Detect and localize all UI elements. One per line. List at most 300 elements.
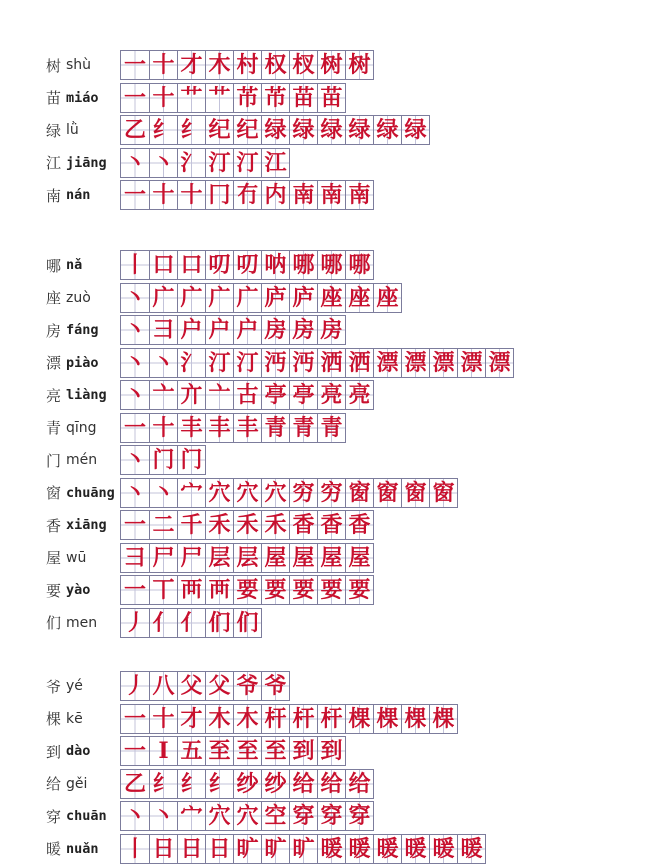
stroke-step-cell: 亭 bbox=[261, 381, 289, 409]
stroke-step-cell: 亻 bbox=[149, 609, 177, 637]
character-label bbox=[46, 348, 99, 378]
stroke-step-cell: 纟 bbox=[177, 116, 205, 144]
stroke-step-cell: 要 bbox=[261, 576, 289, 604]
stroke-step-cell: 广 bbox=[233, 284, 261, 312]
hanzi-char: 哪 bbox=[46, 256, 62, 275]
stroke-step-cell: 尸 bbox=[149, 544, 177, 572]
stroke-step-cell: 丶 bbox=[149, 479, 177, 507]
character-label bbox=[46, 510, 107, 540]
stroke-step-cell: 丶 bbox=[149, 349, 177, 377]
stroke-step-cell: 棵 bbox=[401, 705, 429, 733]
stroke-step-cell: 丰 bbox=[177, 414, 205, 442]
stroke-step-cell: 苗 bbox=[289, 84, 317, 112]
stroke-step-cell: 窗 bbox=[345, 479, 373, 507]
stroke-grid bbox=[120, 115, 430, 145]
stroke-step-cell: 杆 bbox=[317, 705, 345, 733]
pinyin: xiāng bbox=[66, 517, 107, 533]
stroke-step-cell: 纟 bbox=[149, 116, 177, 144]
pinyin: lǜ bbox=[66, 122, 79, 138]
pinyin: kē bbox=[66, 710, 83, 727]
stroke-grid bbox=[120, 413, 346, 443]
stroke-grid bbox=[120, 348, 514, 378]
stroke-step-cell: 香 bbox=[289, 511, 317, 539]
stroke-step-cell: 空 bbox=[261, 802, 289, 830]
stroke-step-cell: 汀 bbox=[233, 149, 261, 177]
stroke-step-cell: 要 bbox=[317, 576, 345, 604]
stroke-step-cell: 门 bbox=[177, 446, 205, 474]
stroke-step-cell: 树 bbox=[345, 51, 373, 79]
character-row bbox=[0, 115, 645, 145]
stroke-step-cell: 沔 bbox=[261, 349, 289, 377]
stroke-step-cell: 口 bbox=[149, 251, 177, 279]
pinyin: qīng bbox=[66, 419, 97, 436]
stroke-step-cell: 一 bbox=[121, 51, 149, 79]
pinyin: fáng bbox=[66, 322, 99, 338]
stroke-step-cell: 村 bbox=[233, 51, 261, 79]
stroke-step-cell: 南 bbox=[345, 181, 373, 209]
pinyin: piào bbox=[66, 354, 99, 371]
stroke-step-cell: 一 bbox=[121, 737, 149, 765]
pinyin: nán bbox=[66, 187, 91, 203]
stroke-step-cell: 苗 bbox=[317, 84, 345, 112]
stroke-step-cell: 绿 bbox=[345, 116, 373, 144]
stroke-step-cell: 一 bbox=[121, 414, 149, 442]
stroke-step-cell: 十 bbox=[149, 414, 177, 442]
pinyin: yé bbox=[66, 678, 83, 694]
stroke-step-cell: 哪 bbox=[317, 251, 345, 279]
hanzi-char: 们 bbox=[46, 614, 62, 632]
stroke-step-cell: 到 bbox=[289, 737, 317, 765]
stroke-step-cell: 冇 bbox=[233, 181, 261, 209]
character-label bbox=[46, 575, 90, 605]
stroke-step-cell: 屋 bbox=[261, 544, 289, 572]
stroke-step-cell: 纱 bbox=[261, 770, 289, 798]
stroke-step-cell: 香 bbox=[345, 511, 373, 539]
stroke-grid bbox=[120, 315, 346, 345]
stroke-step-cell: 户 bbox=[205, 316, 233, 344]
pinyin: wū bbox=[66, 549, 87, 566]
character-row bbox=[0, 704, 645, 734]
stroke-step-cell: 才 bbox=[177, 51, 205, 79]
stroke-grid bbox=[120, 180, 374, 210]
stroke-step-cell: 窗 bbox=[429, 479, 457, 507]
stroke-step-cell: 棵 bbox=[345, 705, 373, 733]
stroke-step-cell: 树 bbox=[317, 51, 345, 79]
character-label bbox=[46, 543, 86, 573]
character-row bbox=[0, 671, 645, 701]
stroke-step-cell: 氵 bbox=[177, 149, 205, 177]
pinyin: dào bbox=[66, 743, 91, 759]
pinyin: zuò bbox=[66, 289, 91, 306]
stroke-step-cell: 叨 bbox=[205, 251, 233, 279]
character-row bbox=[0, 478, 645, 508]
stroke-step-cell: 穴 bbox=[205, 479, 233, 507]
character-label bbox=[46, 736, 90, 766]
stroke-step-cell: 千 bbox=[177, 511, 205, 539]
stroke-step-cell: 襾 bbox=[205, 576, 233, 604]
pinyin: chuān bbox=[66, 808, 107, 824]
stroke-step-cell: 江 bbox=[261, 149, 289, 177]
stroke-step-cell: 座 bbox=[373, 284, 401, 312]
stroke-step-cell: 纱 bbox=[233, 770, 261, 798]
stroke-grid bbox=[120, 478, 458, 508]
stroke-grid bbox=[120, 575, 374, 605]
stroke-step-cell: 丶 bbox=[149, 802, 177, 830]
stroke-step-cell: 漂 bbox=[373, 349, 401, 377]
stroke-step-cell: 纟 bbox=[177, 770, 205, 798]
stroke-grid bbox=[120, 445, 206, 475]
stroke-step-cell: 内 bbox=[261, 181, 289, 209]
stroke-step-cell: 父 bbox=[177, 672, 205, 700]
stroke-step-cell: 层 bbox=[205, 544, 233, 572]
stroke-step-cell: 要 bbox=[289, 576, 317, 604]
stroke-step-cell: 丶 bbox=[121, 149, 149, 177]
character-row bbox=[0, 608, 645, 638]
character-label bbox=[46, 83, 99, 113]
character-row bbox=[0, 834, 645, 864]
pinyin: yào bbox=[66, 582, 91, 598]
stroke-step-cell: 穿 bbox=[317, 802, 345, 830]
stroke-step-cell: 亠 bbox=[205, 381, 233, 409]
stroke-step-cell: 漂 bbox=[457, 349, 485, 377]
stroke-step-cell: 暖 bbox=[429, 835, 457, 863]
hanzi-char: 香 bbox=[46, 516, 62, 535]
character-label bbox=[46, 445, 97, 475]
stroke-grid bbox=[120, 801, 374, 831]
stroke-grid bbox=[120, 543, 374, 573]
stroke-step-cell: 房 bbox=[261, 316, 289, 344]
hanzi-char: 树 bbox=[46, 56, 62, 75]
stroke-step-cell: 丅 bbox=[149, 576, 177, 604]
hanzi-char: 给 bbox=[46, 775, 62, 793]
stroke-step-cell: 乙 bbox=[121, 770, 149, 798]
character-label bbox=[46, 50, 91, 80]
stroke-step-cell: 襾 bbox=[177, 576, 205, 604]
stroke-step-cell: 给 bbox=[289, 770, 317, 798]
stroke-step-cell: 纟 bbox=[205, 770, 233, 798]
stroke-step-cell: 座 bbox=[317, 284, 345, 312]
stroke-step-cell: 丿 bbox=[121, 609, 149, 637]
pinyin: shù bbox=[66, 57, 92, 73]
stroke-step-cell: 丰 bbox=[233, 414, 261, 442]
stroke-step-cell: 艹 bbox=[205, 84, 233, 112]
stroke-step-cell: 十 bbox=[177, 181, 205, 209]
stroke-step-cell: 绿 bbox=[373, 116, 401, 144]
stroke-step-cell: 窗 bbox=[401, 479, 429, 507]
stroke-step-cell: 丰 bbox=[205, 414, 233, 442]
character-row bbox=[0, 250, 645, 280]
stroke-grid bbox=[120, 50, 374, 80]
stroke-step-cell: 禾 bbox=[261, 511, 289, 539]
stroke-step-cell: 一 bbox=[121, 511, 149, 539]
hanzi-char: 南 bbox=[46, 186, 62, 205]
stroke-step-cell: 宀 bbox=[177, 479, 205, 507]
stroke-step-cell: 纟 bbox=[149, 770, 177, 798]
stroke-step-cell: 穷 bbox=[317, 479, 345, 507]
stroke-step-cell: 一 bbox=[121, 705, 149, 733]
character-label bbox=[46, 315, 99, 345]
stroke-step-cell: 哪 bbox=[289, 251, 317, 279]
hanzi-char: 暖 bbox=[46, 840, 62, 858]
character-label bbox=[46, 148, 107, 178]
character-label bbox=[46, 834, 99, 864]
stroke-step-cell: 南 bbox=[289, 181, 317, 209]
character-label bbox=[46, 180, 90, 210]
pinyin: gěi bbox=[66, 775, 88, 792]
stroke-step-cell: 一 bbox=[121, 181, 149, 209]
stroke-step-cell: 暖 bbox=[373, 835, 401, 863]
stroke-step-cell: 穴 bbox=[261, 479, 289, 507]
stroke-grid bbox=[120, 736, 346, 766]
hanzi-char: 门 bbox=[46, 451, 62, 470]
stroke-grid bbox=[120, 834, 486, 864]
stroke-step-cell: 门 bbox=[149, 446, 177, 474]
character-row bbox=[0, 283, 645, 313]
hanzi-char: 亮 bbox=[46, 386, 62, 405]
stroke-step-cell: 屋 bbox=[317, 544, 345, 572]
stroke-step-cell: 层 bbox=[233, 544, 261, 572]
stroke-step-cell: 棵 bbox=[373, 705, 401, 733]
character-row bbox=[0, 543, 645, 573]
stroke-step-cell: 暖 bbox=[317, 835, 345, 863]
hanzi-char: 绿 bbox=[46, 121, 62, 140]
stroke-step-cell: 穴 bbox=[233, 802, 261, 830]
stroke-step-cell: 暖 bbox=[457, 835, 485, 863]
hanzi-char: 要 bbox=[46, 581, 62, 600]
stroke-step-cell: 十 bbox=[149, 51, 177, 79]
character-row bbox=[0, 769, 645, 799]
stroke-step-cell: 房 bbox=[317, 316, 345, 344]
character-label bbox=[46, 115, 79, 145]
stroke-step-cell: 旷 bbox=[261, 835, 289, 863]
hanzi-char: 座 bbox=[46, 289, 62, 307]
character-row bbox=[0, 413, 645, 443]
stroke-step-cell: 绿 bbox=[261, 116, 289, 144]
stroke-step-cell: 哪 bbox=[345, 251, 373, 279]
character-row bbox=[0, 445, 645, 475]
stroke-step-cell: 八 bbox=[149, 672, 177, 700]
stroke-step-cell: 杆 bbox=[289, 705, 317, 733]
character-row bbox=[0, 575, 645, 605]
stroke-step-cell: 丶 bbox=[121, 802, 149, 830]
stroke-step-cell: 亮 bbox=[345, 381, 373, 409]
pinyin: liàng bbox=[66, 387, 107, 403]
stroke-step-cell: 冂 bbox=[205, 181, 233, 209]
stroke-step-cell: 丶 bbox=[121, 284, 149, 312]
stroke-step-cell: 父 bbox=[205, 672, 233, 700]
stroke-step-cell: 庐 bbox=[289, 284, 317, 312]
stroke-step-cell: 呐 bbox=[261, 251, 289, 279]
stroke-step-cell: 暖 bbox=[401, 835, 429, 863]
stroke-step-cell: 青 bbox=[317, 414, 345, 442]
stroke-step-cell: 洒 bbox=[345, 349, 373, 377]
character-row bbox=[0, 736, 645, 766]
stroke-grid bbox=[120, 608, 262, 638]
stroke-step-cell: 口 bbox=[177, 251, 205, 279]
stroke-step-cell: 木 bbox=[205, 705, 233, 733]
hanzi-char: 青 bbox=[46, 419, 62, 437]
stroke-step-cell: 二 bbox=[149, 511, 177, 539]
stroke-step-cell: 宀 bbox=[177, 802, 205, 830]
stroke-step-cell: 漂 bbox=[401, 349, 429, 377]
stroke-step-cell: 丶 bbox=[121, 316, 149, 344]
pinyin: men bbox=[66, 614, 98, 631]
hanzi-char: 房 bbox=[46, 321, 62, 340]
stroke-grid bbox=[120, 510, 374, 540]
stroke-step-cell: 丶 bbox=[121, 349, 149, 377]
stroke-step-cell: 爷 bbox=[233, 672, 261, 700]
stroke-step-cell: 广 bbox=[149, 284, 177, 312]
stroke-step-cell: 要 bbox=[233, 576, 261, 604]
stroke-step-cell: 绿 bbox=[401, 116, 429, 144]
stroke-step-cell: 旷 bbox=[289, 835, 317, 863]
character-row bbox=[0, 510, 645, 540]
stroke-step-cell: 绿 bbox=[289, 116, 317, 144]
stroke-grid bbox=[120, 704, 458, 734]
stroke-step-cell: 木 bbox=[233, 705, 261, 733]
character-label bbox=[46, 608, 97, 638]
hanzi-char: 屋 bbox=[46, 549, 62, 567]
stroke-step-cell: 杈 bbox=[289, 51, 317, 79]
stroke-step-cell: 彐 bbox=[149, 316, 177, 344]
pinyin: mén bbox=[66, 452, 98, 468]
stroke-step-cell: 旷 bbox=[233, 835, 261, 863]
stroke-step-cell: 至 bbox=[261, 737, 289, 765]
character-label bbox=[46, 478, 115, 508]
character-label bbox=[46, 704, 83, 734]
stroke-step-cell: 杆 bbox=[261, 705, 289, 733]
stroke-step-cell: 穿 bbox=[345, 802, 373, 830]
stroke-step-cell: 亣 bbox=[177, 381, 205, 409]
stroke-step-cell: 纪 bbox=[233, 116, 261, 144]
character-row bbox=[0, 380, 645, 410]
stroke-step-cell: 座 bbox=[345, 284, 373, 312]
stroke-step-cell: 们 bbox=[233, 609, 261, 637]
stroke-step-cell: 汀 bbox=[205, 349, 233, 377]
character-label bbox=[46, 413, 97, 443]
pinyin: nǎ bbox=[66, 257, 83, 273]
stroke-step-cell: 窗 bbox=[373, 479, 401, 507]
character-row bbox=[0, 180, 645, 210]
character-label bbox=[46, 283, 91, 313]
hanzi-char: 江 bbox=[46, 154, 62, 172]
stroke-step-cell: 亻 bbox=[177, 609, 205, 637]
stroke-grid bbox=[120, 769, 374, 799]
stroke-grid bbox=[120, 148, 290, 178]
hanzi-char: 窗 bbox=[46, 484, 62, 502]
stroke-grid bbox=[120, 380, 374, 410]
stroke-step-cell: 户 bbox=[177, 316, 205, 344]
stroke-step-cell: 至 bbox=[233, 737, 261, 765]
stroke-step-cell: 穴 bbox=[205, 802, 233, 830]
stroke-grid bbox=[120, 671, 290, 701]
character-row bbox=[0, 50, 645, 80]
stroke-step-cell: 日 bbox=[205, 835, 233, 863]
stroke-step-cell: 户 bbox=[233, 316, 261, 344]
stroke-step-cell: 们 bbox=[205, 609, 233, 637]
stroke-step-cell: 穿 bbox=[289, 802, 317, 830]
stroke-step-cell: 艹 bbox=[177, 84, 205, 112]
stroke-step-cell: 广 bbox=[205, 284, 233, 312]
stroke-step-cell: 穴 bbox=[233, 479, 261, 507]
stroke-grid bbox=[120, 250, 374, 280]
stroke-step-cell: 庐 bbox=[261, 284, 289, 312]
character-label bbox=[46, 671, 83, 701]
stroke-step-cell: 亮 bbox=[317, 381, 345, 409]
stroke-step-cell: 屋 bbox=[345, 544, 373, 572]
stroke-step-cell: 木 bbox=[205, 51, 233, 79]
stroke-step-cell: 芇 bbox=[233, 84, 261, 112]
stroke-step-cell: 丨 bbox=[121, 251, 149, 279]
stroke-step-cell: 给 bbox=[317, 770, 345, 798]
stroke-step-cell: 南 bbox=[317, 181, 345, 209]
stroke-step-cell: 彐 bbox=[121, 544, 149, 572]
stroke-step-cell: 权 bbox=[261, 51, 289, 79]
stroke-step-cell: 亭 bbox=[289, 381, 317, 409]
stroke-step-cell: Ⅰ bbox=[149, 737, 177, 765]
stroke-step-cell: 丨 bbox=[121, 835, 149, 863]
stroke-step-cell: 十 bbox=[149, 84, 177, 112]
stroke-step-cell: 汀 bbox=[205, 149, 233, 177]
stroke-step-cell: 爷 bbox=[261, 672, 289, 700]
stroke-step-cell: 汀 bbox=[233, 349, 261, 377]
character-row bbox=[0, 83, 645, 113]
stroke-grid bbox=[120, 83, 346, 113]
stroke-step-cell: 沔 bbox=[289, 349, 317, 377]
stroke-step-cell: 穷 bbox=[289, 479, 317, 507]
stroke-step-cell: 十 bbox=[149, 705, 177, 733]
hanzi-char: 穿 bbox=[46, 807, 62, 826]
hanzi-char: 苗 bbox=[46, 89, 62, 107]
hanzi-char: 棵 bbox=[46, 710, 62, 728]
stroke-step-cell: 棵 bbox=[429, 705, 457, 733]
stroke-step-cell: 叨 bbox=[233, 251, 261, 279]
stroke-grid bbox=[120, 283, 402, 313]
stroke-step-cell: 日 bbox=[149, 835, 177, 863]
stroke-step-cell: 洒 bbox=[317, 349, 345, 377]
stroke-step-cell: 日 bbox=[177, 835, 205, 863]
stroke-step-cell: 禾 bbox=[205, 511, 233, 539]
character-row bbox=[0, 801, 645, 831]
stroke-step-cell: 乙 bbox=[121, 116, 149, 144]
stroke-step-cell: 广 bbox=[177, 284, 205, 312]
stroke-step-cell: 十 bbox=[149, 181, 177, 209]
stroke-step-cell: 至 bbox=[205, 737, 233, 765]
stroke-step-cell: 漂 bbox=[485, 349, 513, 377]
stroke-step-cell: 古 bbox=[233, 381, 261, 409]
character-row bbox=[0, 348, 645, 378]
stroke-step-cell: 漂 bbox=[429, 349, 457, 377]
hanzi-char: 漂 bbox=[46, 354, 62, 372]
character-row bbox=[0, 315, 645, 345]
stroke-step-cell: 丶 bbox=[121, 446, 149, 474]
character-row bbox=[0, 148, 645, 178]
stroke-step-cell: 丶 bbox=[121, 381, 149, 409]
stroke-step-cell: 丿 bbox=[121, 672, 149, 700]
stroke-step-cell: 香 bbox=[317, 511, 345, 539]
stroke-step-cell: 丶 bbox=[121, 479, 149, 507]
character-label bbox=[46, 250, 82, 280]
hanzi-char: 爷 bbox=[46, 677, 62, 696]
stroke-step-cell: 屋 bbox=[289, 544, 317, 572]
stroke-step-cell: 尸 bbox=[177, 544, 205, 572]
stroke-step-cell: 要 bbox=[345, 576, 373, 604]
stroke-step-cell: 暖 bbox=[345, 835, 373, 863]
stroke-step-cell: 一 bbox=[121, 84, 149, 112]
stroke-step-cell: 青 bbox=[261, 414, 289, 442]
character-label bbox=[46, 380, 107, 410]
pinyin: jiāng bbox=[66, 154, 107, 171]
